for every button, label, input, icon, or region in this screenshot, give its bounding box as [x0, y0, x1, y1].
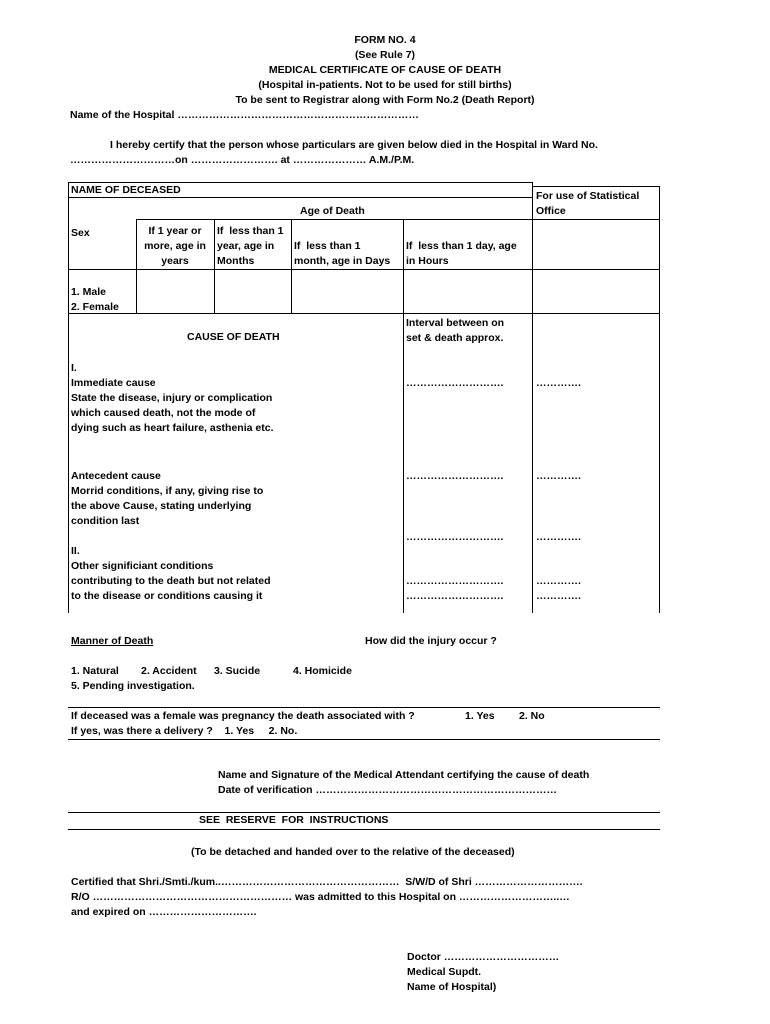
antecedent-cause-desc-2: the above Cause, stating underlying	[71, 500, 252, 512]
immediate-cause-desc-3: dying such as heart failure, asthenia etc.	[71, 422, 274, 434]
antecedent-cause-label: Antecedent cause	[71, 470, 161, 482]
age-months-header-2: year, age in	[217, 240, 275, 252]
form-subtitle: (Hospital in-patients. Not to be used for still births)	[258, 79, 512, 91]
cause-of-death-heading: CAUSE OF DEATH	[187, 331, 280, 343]
manner-option-pending[interactable]: 5. Pending investigation.	[71, 680, 195, 692]
manner-of-death-label: Manner of Death	[71, 635, 154, 647]
section-one-numeral: I.	[71, 362, 77, 374]
certified-name-field[interactable]: Certified that Shri./Smti./kum..…………………………………………… S/W/D of Shri ………………………….	[71, 876, 583, 888]
antecedent-interval-field-2[interactable]: ……………………….	[406, 531, 504, 543]
immediate-cause-label: Immediate cause	[71, 377, 156, 389]
other-interval-field-2[interactable]: ……………………….	[406, 590, 504, 602]
pregnancy-yes-option[interactable]: 1. Yes	[465, 710, 495, 722]
pregnancy-question: If deceased was a female was pregnancy the death associated with ?	[71, 710, 415, 722]
interval-header-1: Interval between on	[406, 317, 505, 329]
age-hours-header-2: in Hours	[406, 255, 449, 267]
antecedent-cause-desc-3: condition last	[71, 515, 140, 527]
age-years-header-2: more, age in	[144, 240, 206, 252]
antecedent-interval-field-1[interactable]: ……………………….	[406, 470, 504, 482]
age-hours-header-1: If less than 1 day, age	[406, 240, 517, 252]
age-years-header-1: If 1 year or	[148, 225, 202, 237]
age-years-header-3: years	[161, 255, 189, 267]
certify-line-1: I hereby certify that the person whose particulars are given below died in the Hospital in Ward No.	[110, 139, 598, 151]
attendant-signature-label: Name and Signature of the Medical Attendant certifying the cause of death	[218, 769, 590, 781]
statistical-office-label-1: For use of Statistical	[536, 190, 640, 202]
name-of-deceased-label: NAME OF DECEASED	[71, 184, 181, 196]
immediate-stat-field[interactable]: ………….	[536, 377, 581, 389]
immediate-interval-field[interactable]: ……………………….	[406, 377, 504, 389]
age-days-header-1: If less than 1	[294, 240, 361, 252]
other-conditions-label: Other significiant conditions	[71, 560, 214, 572]
sex-label: Sex	[71, 227, 90, 239]
other-interval-field-1[interactable]: ……………………….	[406, 575, 504, 587]
delivery-question[interactable]: If yes, was there a delivery ? 1. Yes 2. No.	[71, 725, 298, 737]
interval-header-2: set & death approx.	[406, 332, 504, 344]
expired-on-field[interactable]: and expired on ………………………….	[71, 906, 257, 918]
rule-reference: (See Rule 7)	[354, 49, 416, 61]
resident-admission-field[interactable]: R/O ………………………………………………… was admitted to this Hospital on ………………………..…	[71, 891, 570, 903]
medical-supdt-label: Medical Supdt.	[407, 966, 482, 978]
reserve-instructions: SEE RESERVE FOR INSTRUCTIONS	[199, 814, 389, 826]
manner-option-homicide[interactable]: 4. Homicide	[293, 665, 352, 677]
immediate-cause-desc-1: State the disease, injury or complication	[71, 392, 273, 404]
sex-option-female[interactable]: 2. Female	[71, 301, 119, 313]
antecedent-stat-field-1[interactable]: ………….	[536, 470, 581, 482]
other-conditions-desc-1: contributing to the death but not related	[71, 575, 271, 587]
other-conditions-desc-2: to the disease or conditions causing it	[71, 590, 263, 602]
injury-question: How did the injury occur ?	[365, 635, 497, 647]
antecedent-cause-desc-1: Morrid conditions, if any, giving rise to	[71, 485, 264, 497]
form-title: MEDICAL CERTIFICATE OF CAUSE OF DEATH	[268, 64, 502, 76]
hospital-name-field[interactable]: Name of the Hospital ……………………………………………………………	[70, 109, 419, 121]
send-to-registrar: To be sent to Registrar along with Form No.2 (Death Report)	[235, 94, 535, 106]
manner-option-accident[interactable]: 2. Accident	[141, 665, 197, 677]
age-days-header-2: month, age in Days	[294, 255, 391, 267]
hospital-name-label: Name of Hospital)	[407, 981, 497, 993]
divider-line	[68, 707, 660, 708]
age-months-header-3: Months	[217, 255, 255, 267]
other-stat-field-1[interactable]: ………….	[536, 575, 581, 587]
doctor-signature-field[interactable]: Doctor ……………………………	[407, 951, 560, 963]
age-months-header-1: If less than 1	[217, 225, 284, 237]
form-number: FORM NO. 4	[354, 34, 416, 46]
divider-line	[68, 829, 660, 830]
certify-line-2[interactable]: …………………………on ……………………. at ………………… A.M./P.M.	[70, 154, 415, 166]
divider-line	[68, 739, 660, 740]
manner-option-suicide[interactable]: 3. Sucide	[214, 665, 261, 677]
immediate-cause-desc-2: which caused death, not the mode of	[71, 407, 256, 419]
detach-instruction: (To be detached and handed over to the relative of the deceased)	[191, 846, 515, 858]
sex-option-male[interactable]: 1. Male	[71, 286, 107, 298]
pregnancy-no-option[interactable]: 2. No	[519, 710, 545, 722]
other-stat-field-2[interactable]: ………….	[536, 590, 581, 602]
statistical-office-label-2: Office	[536, 205, 566, 217]
date-of-verification-field[interactable]: Date of verification ……………………………………………………………	[218, 784, 557, 796]
section-two-numeral: II.	[71, 545, 80, 557]
manner-option-natural[interactable]: 1. Natural	[71, 665, 119, 677]
antecedent-stat-field-2[interactable]: ………….	[536, 531, 581, 543]
age-of-death-label: Age of Death	[300, 205, 365, 217]
